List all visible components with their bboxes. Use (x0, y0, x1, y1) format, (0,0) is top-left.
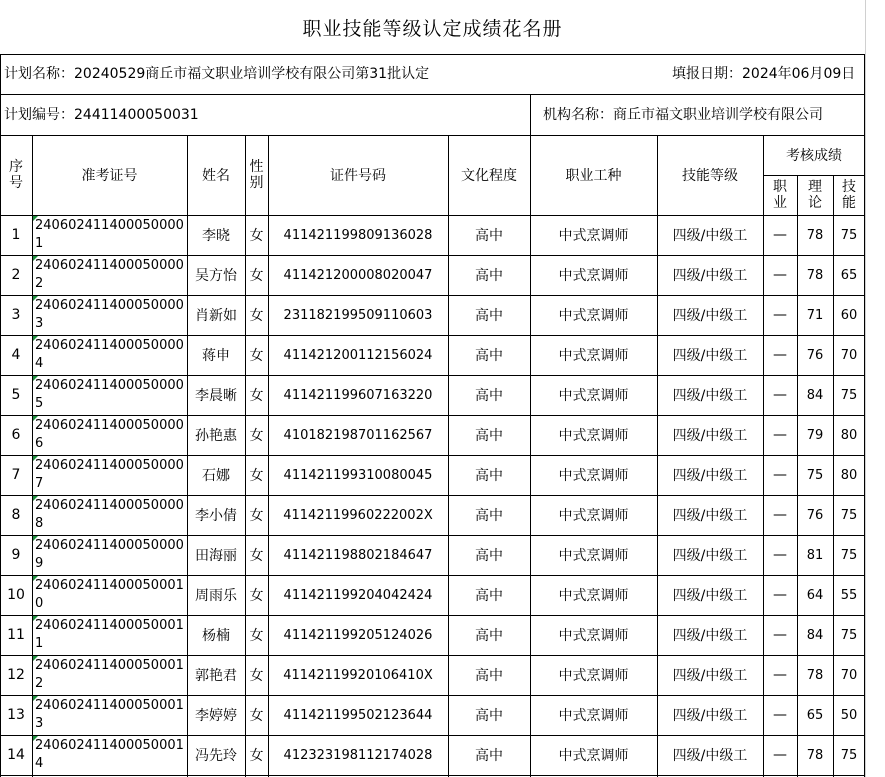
rule-top (0, 54, 865, 55)
cell-score-theory: 81 (806, 547, 824, 563)
cell-name: 李晨晰 (195, 388, 237, 404)
cell-name: 李小倩 (195, 508, 237, 524)
cell-education: 高中 (475, 388, 503, 404)
cell-gender: 女 (249, 388, 264, 404)
cell-job: 中式烹调师 (558, 588, 629, 604)
cell-gender: 女 (249, 308, 264, 324)
cell-ticket: 2406024114000500008 (35, 498, 184, 531)
cell-name: 肖新如 (195, 308, 237, 324)
cell-ticket: 2406024114000500003 (35, 298, 184, 331)
cell-ticket: 2406024114000500010 (35, 578, 184, 611)
cell-id-number: 411421199310080045 (283, 467, 433, 483)
cell-score-theory: 76 (806, 347, 824, 363)
cell-job: 中式烹调师 (558, 548, 629, 564)
cell-job: 中式烹调师 (558, 348, 629, 364)
text-number-marker-icon (33, 736, 38, 741)
cell-gender: 女 (249, 508, 264, 524)
cell-level: 四级/中级工 (672, 428, 748, 444)
cell-id-number: 410182198701162567 (283, 427, 433, 443)
sheet-gridline (865, 0, 866, 777)
cell-gender: 女 (249, 548, 264, 564)
cell-job: 中式烹调师 (558, 508, 629, 524)
cell-score-occupation: — (773, 387, 787, 403)
cell-name: 周雨乐 (195, 588, 237, 604)
text-number-marker-icon (33, 256, 38, 261)
cell-education: 高中 (475, 668, 503, 684)
cell-level: 四级/中级工 (672, 268, 748, 284)
cell-ticket: 2406024114000500006 (35, 418, 184, 451)
cell-name: 孙艳惠 (195, 428, 237, 444)
cell-score-theory: 84 (806, 387, 824, 403)
cell-id-number: 411421200112156024 (283, 347, 433, 363)
cell-score-skill: 65 (840, 267, 858, 283)
cell-score-skill: 50 (840, 707, 858, 723)
rule-meta-split (530, 94, 531, 135)
text-number-marker-icon (33, 656, 38, 661)
cell-score-occupation: — (773, 347, 787, 363)
cell-name: 李婷婷 (195, 708, 237, 724)
cell-score-theory: 84 (806, 627, 824, 643)
cell-id-number: 41142119960222002X (283, 507, 433, 523)
cell-gender: 女 (249, 708, 264, 724)
text-number-marker-icon (33, 536, 38, 541)
cell-name: 田海丽 (195, 548, 237, 564)
cell-gender: 女 (249, 668, 264, 684)
cell-score-occupation: — (773, 627, 787, 643)
cell-seq: 1 (11, 227, 21, 243)
cell-seq: 3 (11, 307, 21, 323)
cell-job: 中式烹调师 (558, 708, 629, 724)
header-id: 证件号码 (330, 168, 386, 184)
cell-job: 中式烹调师 (558, 228, 629, 244)
header-score-theory: 理 论 (808, 179, 822, 211)
plan-name: 计划名称：20240529商丘市福文职业培训学校有限公司第31批认定 (4, 66, 430, 82)
cell-education: 高中 (475, 348, 503, 364)
rule-scores-sub (763, 175, 865, 176)
cell-level: 四级/中级工 (672, 348, 748, 364)
org-name: 机构名称：商丘市福文职业培训学校有限公司 (543, 107, 823, 123)
cell-score-occupation: — (773, 467, 787, 483)
cell-education: 高中 (475, 708, 503, 724)
cell-score-theory: 79 (806, 427, 824, 443)
cell-education: 高中 (475, 548, 503, 564)
cell-education: 高中 (475, 508, 503, 524)
cell-score-skill: 75 (840, 387, 858, 403)
cell-education: 高中 (475, 308, 503, 324)
cell-id-number: 412323198112174028 (283, 747, 433, 763)
cell-score-skill: 75 (840, 747, 858, 763)
cell-gender: 女 (249, 468, 264, 484)
cell-job: 中式烹调师 (558, 388, 629, 404)
cell-score-skill: 75 (840, 627, 858, 643)
cell-ticket: 2406024114000500011 (35, 618, 184, 651)
cell-id-number: 231182199509110603 (283, 307, 433, 323)
cell-score-theory: 75 (806, 467, 824, 483)
cell-name: 冯先玲 (195, 748, 237, 764)
cell-seq: 5 (11, 387, 21, 403)
cell-seq: 14 (7, 747, 25, 763)
text-number-marker-icon (33, 616, 38, 621)
cell-seq: 10 (7, 587, 25, 603)
cell-id-number: 41142119920106410X (283, 667, 433, 683)
cell-job: 中式烹调师 (558, 308, 629, 324)
cell-id-number: 411421200008020047 (283, 267, 433, 283)
cell-score-skill: 70 (840, 667, 858, 683)
cell-score-theory: 65 (806, 707, 824, 723)
cell-score-occupation: — (773, 267, 787, 283)
cell-gender: 女 (249, 348, 264, 364)
header-education: 文化程度 (461, 168, 517, 184)
text-number-marker-icon (33, 216, 38, 221)
cell-name: 郭艳君 (195, 668, 237, 684)
cell-seq: 4 (11, 347, 21, 363)
cell-ticket: 2406024114000500014 (35, 738, 184, 771)
cell-id-number: 411421199205124026 (283, 627, 433, 643)
cell-job: 中式烹调师 (558, 268, 629, 284)
cell-gender: 女 (249, 748, 264, 764)
cell-score-theory: 78 (806, 267, 824, 283)
cell-score-skill: 60 (840, 307, 858, 323)
cell-score-occupation: — (773, 547, 787, 563)
cell-score-theory: 76 (806, 507, 824, 523)
header-score-skill: 技 能 (842, 179, 856, 211)
cell-seq: 8 (11, 507, 21, 523)
cell-level: 四级/中级工 (672, 668, 748, 684)
cell-job: 中式烹调师 (558, 428, 629, 444)
document-title: 职业技能等级认定成绩花名册 (302, 18, 563, 40)
header-score-occupation: 职 业 (773, 179, 787, 211)
cell-level: 四级/中级工 (672, 588, 748, 604)
cell-score-occupation: — (773, 707, 787, 723)
header-level: 技能等级 (682, 168, 738, 184)
cell-score-occupation: — (773, 667, 787, 683)
cell-score-skill: 75 (840, 227, 858, 243)
text-number-marker-icon (33, 456, 38, 461)
cell-id-number: 411421198802184647 (283, 547, 433, 563)
cell-level: 四级/中级工 (672, 708, 748, 724)
cell-gender: 女 (249, 268, 264, 284)
rule-meta (0, 94, 865, 95)
cell-level: 四级/中级工 (672, 548, 748, 564)
cell-score-occupation: — (773, 307, 787, 323)
cell-ticket: 2406024114000500004 (35, 338, 184, 371)
cell-level: 四级/中级工 (672, 468, 748, 484)
cell-ticket: 2406024114000500002 (35, 258, 184, 291)
cell-level: 四级/中级工 (672, 388, 748, 404)
cell-id-number: 411421199607163220 (283, 387, 433, 403)
cell-seq: 6 (11, 427, 21, 443)
cell-name: 李晓 (202, 228, 230, 244)
cell-level: 四级/中级工 (672, 748, 748, 764)
cell-score-skill: 55 (840, 587, 858, 603)
text-number-marker-icon (33, 376, 38, 381)
cell-score-occupation: — (773, 587, 787, 603)
cell-score-theory: 78 (806, 667, 824, 683)
fill-date: 填报日期：2024年06月09日 (672, 66, 856, 82)
text-number-marker-icon (33, 576, 38, 581)
cell-job: 中式烹调师 (558, 748, 629, 764)
cell-seq: 9 (11, 547, 21, 563)
cell-score-skill: 80 (840, 427, 858, 443)
cell-seq: 2 (11, 267, 21, 283)
cell-education: 高中 (475, 428, 503, 444)
header-job: 职业工种 (565, 168, 622, 184)
header-ticket: 准考证号 (81, 168, 138, 184)
cell-score-occupation: — (773, 507, 787, 523)
cell-name: 吴方怡 (195, 268, 237, 284)
cell-gender: 女 (249, 428, 264, 444)
cell-name: 杨楠 (202, 628, 230, 644)
cell-ticket: 2406024114000500012 (35, 658, 184, 691)
cell-seq: 7 (11, 467, 21, 483)
cell-education: 高中 (475, 468, 503, 484)
cell-level: 四级/中级工 (672, 308, 748, 324)
cell-score-theory: 71 (806, 307, 824, 323)
cell-name: 蒋申 (202, 348, 230, 364)
cell-education: 高中 (475, 588, 503, 604)
cell-education: 高中 (475, 228, 503, 244)
plan-code: 计划编号：24411400050031 (4, 107, 199, 123)
cell-seq: 12 (7, 667, 25, 683)
cell-job: 中式烹调师 (558, 628, 629, 644)
text-number-marker-icon (33, 696, 38, 701)
cell-score-skill: 80 (840, 467, 858, 483)
cell-score-occupation: — (773, 227, 787, 243)
cell-score-theory: 64 (806, 587, 824, 603)
cell-education: 高中 (475, 748, 503, 764)
cell-score-occupation: — (773, 747, 787, 763)
rule-row-14 (0, 775, 865, 776)
cell-level: 四级/中级工 (672, 228, 748, 244)
cell-job: 中式烹调师 (558, 468, 629, 484)
cell-education: 高中 (475, 268, 503, 284)
cell-score-skill: 70 (840, 347, 858, 363)
text-number-marker-icon (33, 336, 38, 341)
cell-gender: 女 (249, 628, 264, 644)
header-scores: 考核成绩 (786, 148, 842, 164)
cell-gender: 女 (249, 228, 264, 244)
cell-ticket: 2406024114000500013 (35, 698, 184, 731)
cell-education: 高中 (475, 628, 503, 644)
cell-level: 四级/中级工 (672, 628, 748, 644)
cell-ticket: 2406024114000500009 (35, 538, 184, 571)
cell-score-occupation: — (773, 427, 787, 443)
header-name: 姓名 (202, 168, 230, 184)
text-number-marker-icon (33, 496, 38, 501)
cell-name: 石娜 (202, 468, 230, 484)
cell-job: 中式烹调师 (558, 668, 629, 684)
cell-seq: 11 (7, 627, 25, 643)
header-gender: 性 别 (249, 159, 264, 191)
cell-id-number: 411421199502123644 (283, 707, 433, 723)
cell-level: 四级/中级工 (672, 508, 748, 524)
cell-gender: 女 (249, 588, 264, 604)
cell-score-skill: 75 (840, 547, 858, 563)
text-number-marker-icon (33, 296, 38, 301)
cell-id-number: 411421199204042424 (283, 587, 433, 603)
cell-ticket: 2406024114000500007 (35, 458, 184, 491)
cell-id-number: 411421199809136028 (283, 227, 433, 243)
cell-score-skill: 75 (840, 507, 858, 523)
header-seq: 序 号 (9, 159, 23, 191)
cell-score-theory: 78 (806, 227, 824, 243)
text-number-marker-icon (33, 416, 38, 421)
cell-ticket: 2406024114000500001 (35, 218, 184, 251)
cell-ticket: 2406024114000500005 (35, 378, 184, 411)
cell-score-theory: 78 (806, 747, 824, 763)
cell-seq: 13 (7, 707, 25, 723)
